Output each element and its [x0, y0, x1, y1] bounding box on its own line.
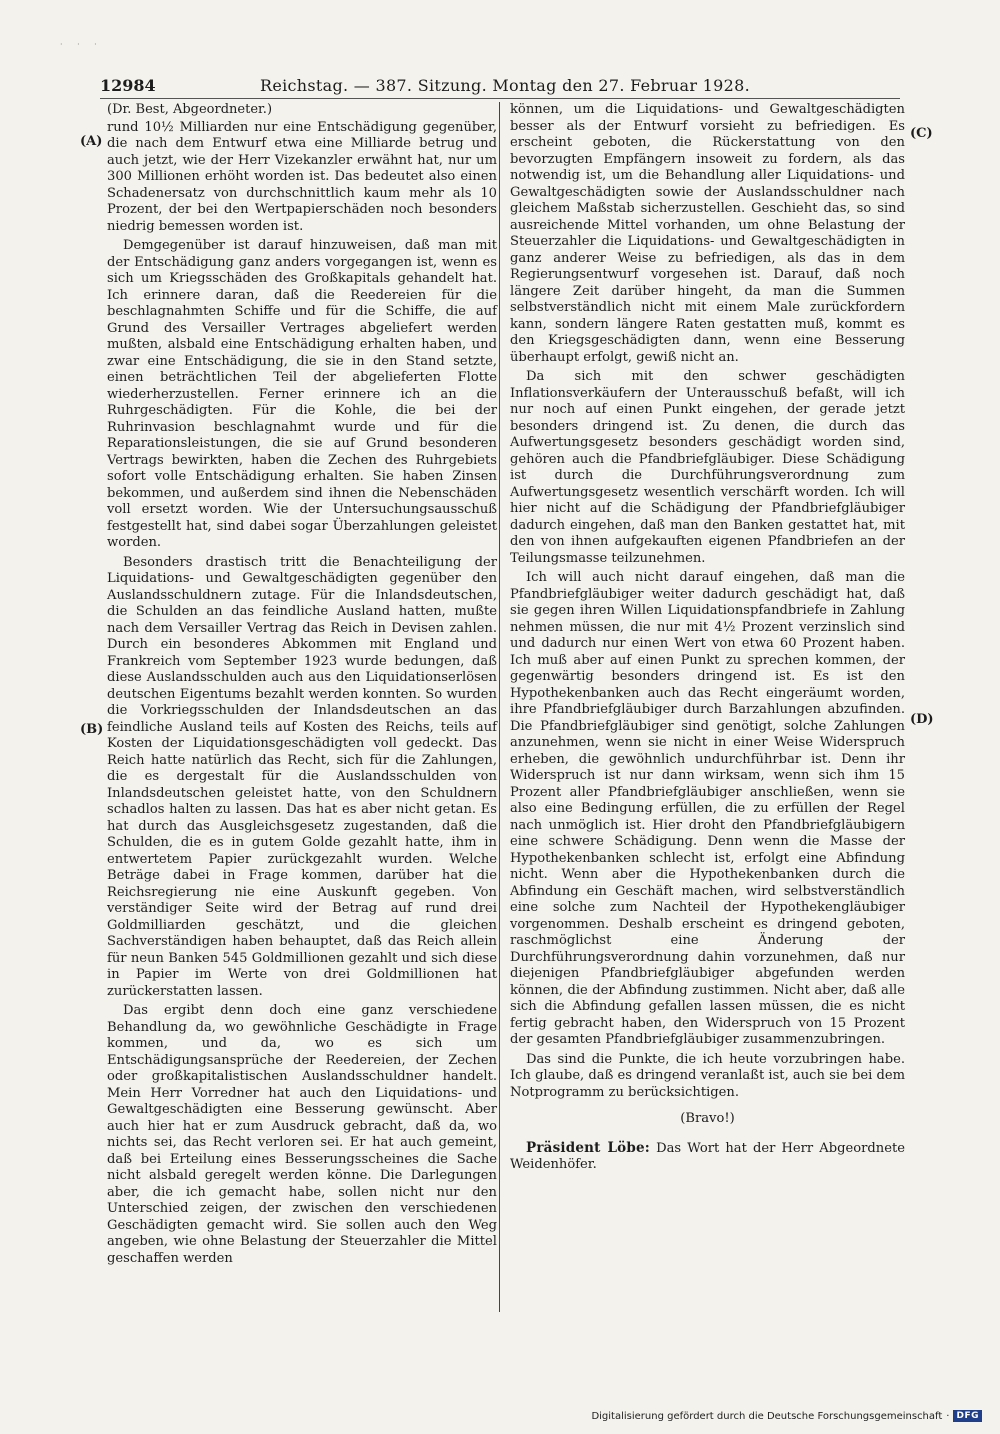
scan-specks: · · ·	[60, 40, 103, 49]
running-head: Reichstag. — 387. Sitzung. Montag den 27. Februar 1928.	[260, 76, 750, 95]
left-paragraph: Besonders drastisch tritt die Benachteiligung der Liquidations- und Gewaltgeschädigten gegenüber den Auslandsschuldnern zutage. Für die Inlandsdeutschen, die Schulden an das feindliche Ausland hatten, mußte nach dem Versailler Vertrag das Reich in Devisen zahlen. Durch ein besonderes Abkommen mit England und Frankreich vom September 1923 wurde bedungen, daß diese Auslandsschulden auch aus den Liquidationserlösen deutschen Eigentums bezahlt werden konnten. So wurden die Vorkriegsschulden der Inlandsdeutschen an das feindliche Ausland teils auf Kosten des Reichs, teils auf Kosten der Liquidationsgeschädigten voll gedeckt. Das Reich hatte natürlich das Recht, sich für die Zahlungen, die es dergestalt für die Auslandsschulden von Inlandsdeutschen geleistet hatte, von den Schuldnern schadlos halten zu lassen. Das hat es aber nicht getan. Es hat durch das Ausgleichsgesetz zugestanden, daß die Schulden, die es in gutem Golde gezahlt hatte, ihm in entwertetem Papier zurückgezahlt wurden. Welche Beträge dabei in Frage kommen, darüber hat die Reichsregierung nie eine Auskunft gegeben. Von verständiger Seite wird der Betrag auf rund drei Goldmilliarden geschätzt, und die gleichen Sachverständigen haben behauptet, daß das Reich allein für neun Banken 545 Goldmillionen gezahlt und sich diese in Papier im Werte von drei Goldmillionen hat zurückerstatten lassen.	[107, 554, 497, 999]
margin-mark-a: (A)	[80, 134, 103, 149]
footer: Digitalisierung gefördert durch die Deutsche Forschungsgemeinschaft · DFG	[591, 1410, 982, 1422]
margin-mark-d: (D)	[910, 712, 934, 727]
dfg-logo: DFG	[953, 1410, 982, 1422]
speaker-continuation: (Dr. Best, Abgeordneter.)	[107, 102, 273, 117]
left-paragraph: Demgegenüber ist darauf hinzuweisen, daß man mit der Entschädigung ganz anders vorgegangen ist, wenn es sich um Kriegsschäden des Großkapitals gehandelt hat. Ich erinnere daran, daß die Reedereien für die beschlagnahmten Schiffe und für die Schiffe, die auf Grund des Versailler Vertrages abgeliefert werden mußten, alsbald eine Entschädigung erhalten haben, und zwar eine Entschädigung, die sie in den Stand setzte, einen beträchtlichen Teil der abgelieferten Flotte wiederherzustellen. Ferner erinnere ich an die Ruhrgeschädigten. Für die Kohle, die bei der Ruhrinvasion beschlagnahmt wurde und für die Reparationsleistungen, die sie auf Grund besonderen Vertrags bewirkten, haben die Zechen des Ruhrgebiets sofort volle Entschädigung erhalten. Sie haben Zinsen bekommen, und außerdem sind ihnen die Nebenschäden voll ersetzt worden. Wie der Untersuchungsausschuß festgestellt hat, sind dabei sogar Überzahlungen geleistet worden.	[107, 238, 497, 550]
president-name: Präsident Löbe:	[526, 1139, 650, 1156]
left-paragraph: rund 10½ Milliarden nur eine Entschädigung gegenüber, die nach dem Entwurf etwa eine Milliarde betrug und auch jetzt, wie der Herr Vizekanzler erwähnt hat, nur um 300 Millionen erhöht worden ist. Das bedeutet also einen Schadenersatz von durchschnittlich kaum mehr als 10 Prozent, der bei den Wertpapierschäden noch besonders niedrig bemessen worden ist.	[107, 119, 497, 234]
margin-mark-c: (C)	[910, 126, 933, 141]
right-column	[510, 102, 905, 1174]
left-column	[107, 102, 497, 1267]
margin-mark-b: (B)	[80, 722, 104, 737]
page-number: 12984	[100, 76, 156, 95]
right-paragraph: Da sich mit den schwer geschädigten Inflationsverkäufern der Unterausschuß befaßt, will ich nur noch auf einen Punkt eingehen, der gerade jetzt besonders dringend ist. Zu denen, die durch das Aufwertungsgesetz besonders geschädigt worden sind, gehören auch die Pfandbriefgläubiger. Diese Schädigung ist durch die Durchführungsverordnung zum Aufwertungsgesetz wesentlich verschärft worden. Ich will hier nicht auf die Schädigung der Pfandbriefgläubiger dadurch eingehen, daß man den Banken gestattet hat, mit den von ihnen aufgekauften eigenen Pfandbriefen an der Teilungsmasse teilzunehmen.	[510, 369, 905, 566]
right-paragraph: können, um die Liquidations- und Gewaltgeschädigten besser als der Entwurf vorsieht zu befriedigen. Es erscheint geboten, die Rückerstattung von den bevorzugten Empfängern insoweit zu fordern, als das notwendig ist, um die Behandlung aller Liquidations- und Gewaltgeschädigten sowie der Auslandsschuldner nach gleichem Maßstab sicherzustellen. Geschieht das, so sind ausreichende Mittel vorhanden, um ohne Belastung der Steuerzahler die Liquidations- und Gewaltgeschädigten in ganz anderer Weise zu befriedigen, als das in dem Regierungsentwurf vorgesehen ist. Darauf, daß noch längere Zeit darüber hingeht, da man die Summen selbstverständlich nicht mit einem Male zurückfordern kann, sondern längere Raten gestatten muß, kommt es den Kriegsgeschädigten dann, wenn eine Besserung überhaupt erfolgt, gewiß nicht an.	[510, 102, 905, 365]
president-text: Das Wort hat der Herr Abgeordnete Weidenhöfer.	[510, 1140, 905, 1172]
applause-note: (Bravo!)	[680, 1111, 735, 1126]
right-paragraph: Ich will auch nicht darauf eingehen, daß man die Pfandbriefgläubiger weiter dadurch geschädigt hat, daß sie gegen ihren Willen Liquidationspfandbriefe in Zahlung nehmen müssen, die nur mit 4½ Prozent verzinslich sind und dadurch nur einen Wert von etwa 60 Prozent haben. Ich muß aber auf einen Punkt zu sprechen kommen, der gegenwärtig besonders dringend ist. Es ist den Hypothekenbanken auch das Recht eingeräumt worden, ihre Pfandbriefgläubiger durch Barzahlungen abzufinden. Die Pfandbriefgläubiger sind genötigt, solche Zahlungen anzunehmen, wenn sie nicht in einer Weise Widerspruch erheben, die gewöhnlich undurchführbar ist. Denn ihr Widerspruch ist nur dann wirksam, wenn sich ihm 15 Prozent aller Pfandbriefgläubiger anschließen, wenn sie also eine Bedingung erfüllen, die zu erfüllen der Regel nach unmöglich ist. Hier droht den Pfandbriefgläubigern eine schwere Schädigung. Denn wenn die Masse der Hypothekenbanken schlecht ist, erfolgt eine Abfindung nicht. Wenn aber die Hypothekenbanken durch die Abfindung ein Geschäft machen, wird selbstverständlich eine solche zum Nachteil der Hypothekengläubiger vorgenommen. Deshalb erscheint es dringend geboten, raschmöglichst eine Änderung der Durchführungsverordnung dahin vorzunehmen, daß nur diejenigen Pfandbriefgläubiger abgefunden werden können, die der Abfindung zustimmen. Nicht aber, daß alle sich die Abfindung gefallen lassen müssen, die es nicht fertig gebracht haben, den Widerspruch von 15 Prozent der gesamten Pfandbriefgläubiger zusammenzubringen.	[510, 570, 905, 1047]
left-paragraph: Das ergibt denn doch eine ganz verschiedene Behandlung da, wo gewöhnliche Geschädigte in Frage kommen, und da, wo es sich um Entschädigungsansprüche der Reedereien, der Zechen oder großkapitalistischen Auslandsschuldner handelt. Mein Herr Vorredner hat auch den Liquidations- und Gewaltgeschädigten eine Besserung gewünscht. Aber auch hier hat er zum Ausdruck gebracht, daß da, wo nichts sei, das Recht verloren sei. Er hat auch gemeint, daß bei Erteilung eines Besserungsscheines die Sache nicht alsbald geregelt werden könne. Die Darlegungen aber, die ich gemacht habe, sollen nicht nur den Unterschied zeigen, der zwischen den verschiedenen Geschädigten gemacht wird. Sie sollen auch den Weg angeben, wie ohne Belastung der Steuerzahler die Mittel geschaffen werden	[107, 1003, 497, 1266]
page-header	[100, 76, 900, 99]
president-statement	[510, 1140, 905, 1174]
funding-credit: Digitalisierung gefördert durch die Deutsche Forschungsgemeinschaft	[591, 1410, 943, 1422]
column-divider	[499, 102, 500, 1312]
right-paragraph: Das sind die Punkte, die ich heute vorzubringen habe. Ich glaube, daß es dringend veranlaßt ist, auch sie bei dem Notprogramm zu berücksichtigen.	[510, 1051, 905, 1100]
